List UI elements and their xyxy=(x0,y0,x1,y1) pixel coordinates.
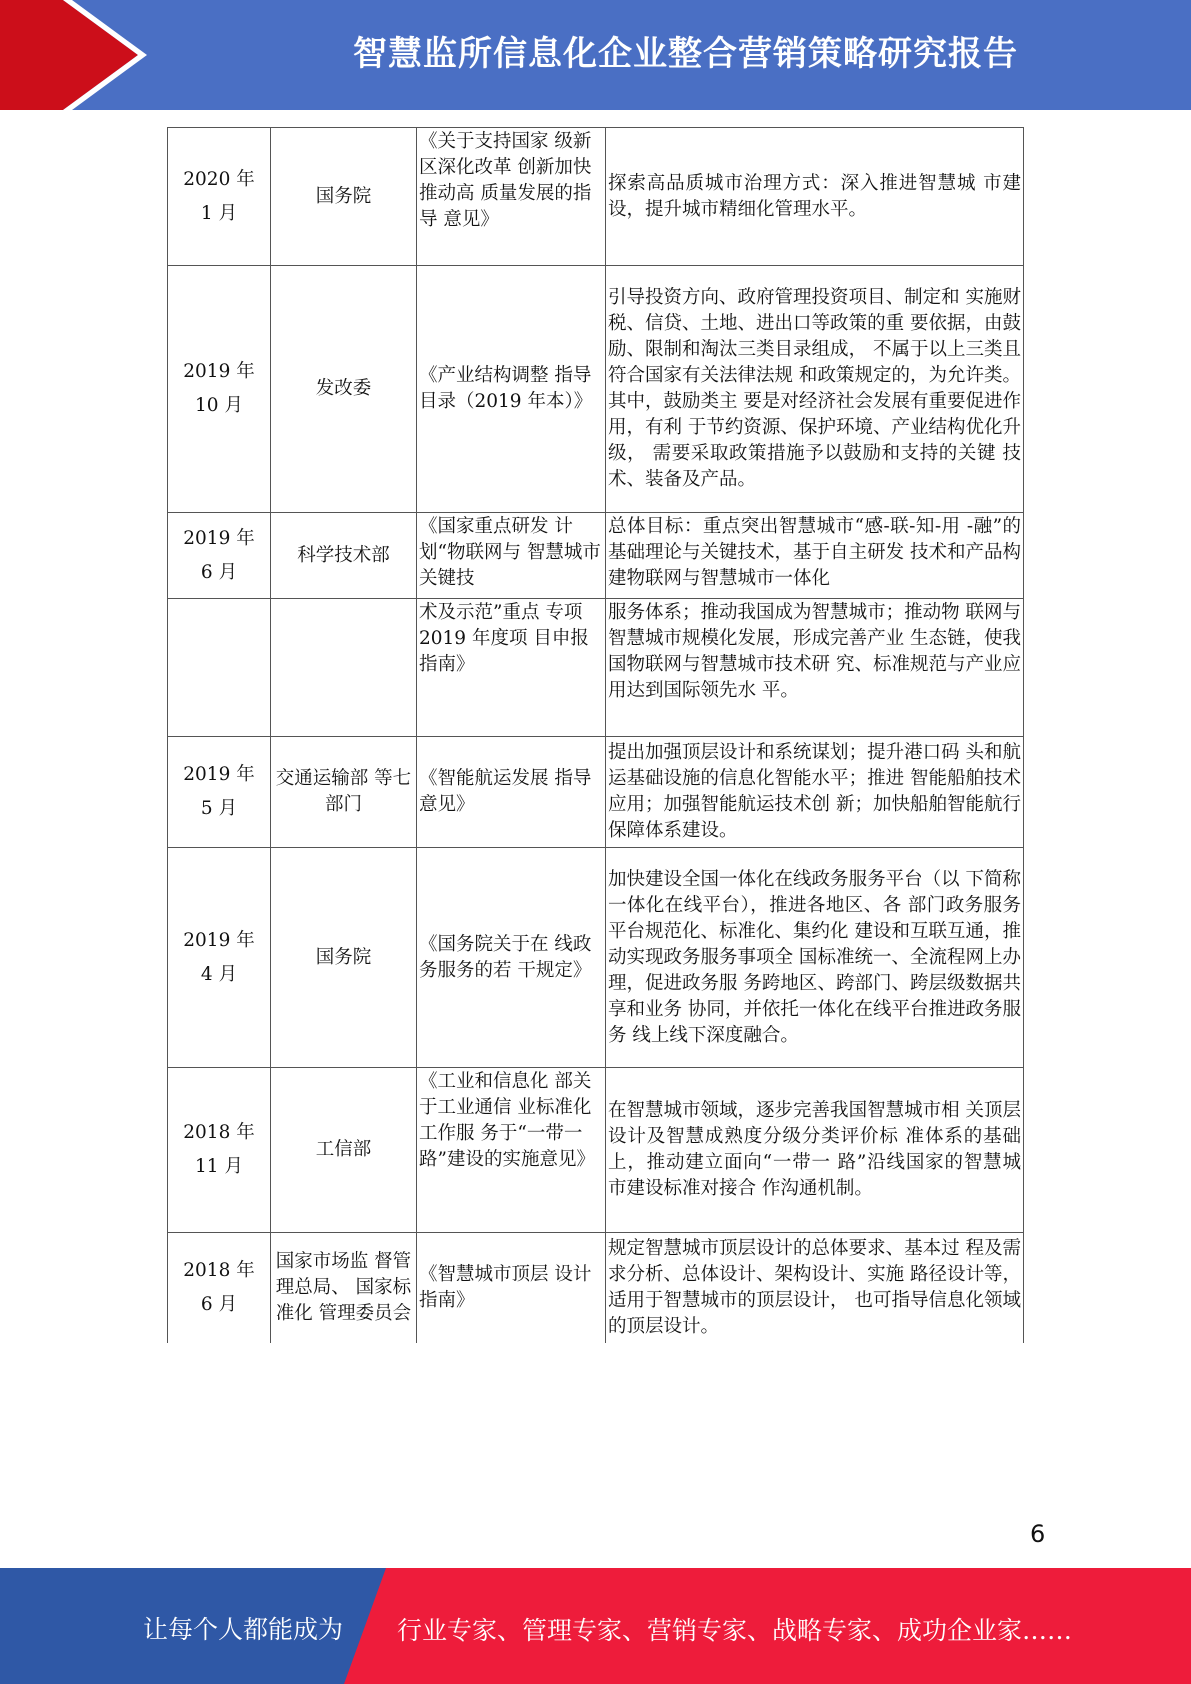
date-cell xyxy=(168,1233,271,1343)
page-header xyxy=(0,0,1191,110)
footer-slogan-right: 行业专家、管理专家、营销专家、战略专家、成功企业家…… xyxy=(397,1616,1073,1645)
report-title: 智慧监所信息化企业整合营销策略研究报告 xyxy=(353,34,1018,74)
document-cell: 《工业和信息化 部关于工业通信 业标准化工作服 务于“一带一 路”建设的实施意见》 xyxy=(417,1068,606,1233)
issuer-cell: 工信部 xyxy=(271,1068,417,1233)
table-row xyxy=(168,848,1024,1068)
content-cell: 在智慧城市领域，逐步完善我国智慧城市相 关顶层设计及智慧成熟度分级分类评价标 准体系的基础上，推动建立面向“一带一 路”沿线国家的智慧城市建设标准对接合 作沟通机制。 xyxy=(606,1068,1024,1233)
table-row xyxy=(168,1068,1024,1233)
content-cell: 加快建设全国一体化在线政务服务平台（以 下简称一体化在线平台），推进各地区、各 部门政务服务平台规范化、标准化、集约化 建设和互联互通，推动实现政务服务事项全 国标准统一、全流程网上办理，促进政务服 务跨地区、跨部门、跨层级数据共享和业务 协同，并依托一体化在线平台推进政务服务 线上线下深度融合。 xyxy=(606,848,1024,1068)
date-cell xyxy=(168,266,271,513)
table-row xyxy=(168,599,1024,737)
date-cell xyxy=(168,848,271,1068)
date-month: 1 月 xyxy=(200,202,238,224)
date-cell xyxy=(168,513,271,599)
content-cell: 规定智慧城市顶层设计的总体要求、基本过 程及需求分析、总体设计、架构设计、实施 路径设计等，适用于智慧城市的顶层设计， 也可指导信息化领域的顶层设计。 xyxy=(606,1233,1024,1343)
content-cell: 服务体系；推动我国成为智慧城市；推动物 联网与智慧城市规模化发展，形成完善产业 生态链，使我国物联网与智慧城市技术研 究、标准规范与产业应用达到国际领先水 平。 xyxy=(606,599,1024,737)
issuer-cell: 交通运输部 等七部门 xyxy=(271,737,417,848)
table-row xyxy=(168,128,1024,266)
table-row xyxy=(168,737,1024,848)
page-footer xyxy=(0,1568,1191,1684)
document-cell: 《产业结构调整 指导目录（2019 年本）》 xyxy=(417,266,606,513)
date-cell xyxy=(168,737,271,848)
date-year: 2019 年 xyxy=(183,361,255,382)
policy-table xyxy=(167,127,1024,1343)
date-month: 6 月 xyxy=(200,1293,238,1315)
date-month: 4 月 xyxy=(200,963,238,985)
document-cell: 《智能航运发展 指导意见》 xyxy=(417,737,606,848)
table-row xyxy=(168,513,1024,599)
document-cell: 《关于支持国家 级新区深化改革 创新加快推动高 质量发展的指导 意见》 xyxy=(417,128,606,266)
content-cell: 提出加强顶层设计和系统谋划；提升港口码 头和航运基础设施的信息化智能水平；推进 智能船舶技术应用；加强智能航运技术创 新；加快船舶智能航行保障体系建设。 xyxy=(606,737,1024,848)
date-cell xyxy=(168,128,271,266)
document-cell: 《国务院关于在 线政务服务的若 干规定》 xyxy=(417,848,606,1068)
date-year: 2018 年 xyxy=(183,1259,255,1281)
table-row xyxy=(168,266,1024,513)
footer-slogan-left: 让每个人都能成为 xyxy=(143,1615,344,1644)
issuer-cell xyxy=(271,599,417,737)
table-row xyxy=(168,1233,1024,1343)
page-number: 6 xyxy=(1030,1520,1046,1548)
date-month: 5 月 xyxy=(200,798,238,819)
date-year: 2018 年 xyxy=(183,1122,255,1143)
content-cell: 探索高品质城市治理方式：深入推进智慧城 市建设，提升城市精细化管理水平。 xyxy=(606,128,1024,266)
content-cell: 总体目标：重点突出智慧城市“感-联-知-用 -融”的基础理论与关键技术，基于自主研发 技术和产品构建物联网与智慧城市一体化 xyxy=(606,513,1024,599)
document-cell: 《智慧城市顶层 设计指南》 xyxy=(417,1233,606,1343)
issuer-cell: 发改委 xyxy=(271,266,417,513)
date-year: 2020 年 xyxy=(183,168,255,190)
policy-table-container xyxy=(167,127,1024,1343)
document-cell: 《国家重点研发 计划“物联网与 智慧城市关键技 xyxy=(417,513,606,599)
content-cell: 引导投资方向、政府管理投资项目、制定和 实施财税、信贷、土地、进出口等政策的重 要依据，由鼓励、限制和淘汰三类目录组成， 不属于以上三类且符合国家有关法律法规 和政策规定的，为允许类。其中，鼓励类主 要是对经济社会发展有重要促进作用，有利 于节约资源、保护环境、产业结构优化升级， 需要采取政策措施予以鼓励和支持的关键 技术、装备及产品。 xyxy=(606,266,1024,513)
issuer-cell: 科学技术部 xyxy=(271,513,417,599)
issuer-cell: 国家市场监 督管理总局、 国家标准化 管理委员会 xyxy=(271,1233,417,1343)
date-month: 10 月 xyxy=(195,395,243,416)
date-year: 2019 年 xyxy=(183,929,255,951)
date-cell xyxy=(168,1068,271,1233)
date-month: 6 月 xyxy=(200,561,238,583)
issuer-cell: 国务院 xyxy=(271,128,417,266)
date-year: 2019 年 xyxy=(183,527,255,549)
date-month: 11 月 xyxy=(195,1156,243,1177)
issuer-cell: 国务院 xyxy=(271,848,417,1068)
header-arrow-decoration xyxy=(0,0,160,110)
date-cell xyxy=(168,599,271,737)
document-cell: 术及示范”重点 专项 2019 年度项 目申报指南》 xyxy=(417,599,606,737)
date-year: 2019 年 xyxy=(183,764,255,785)
